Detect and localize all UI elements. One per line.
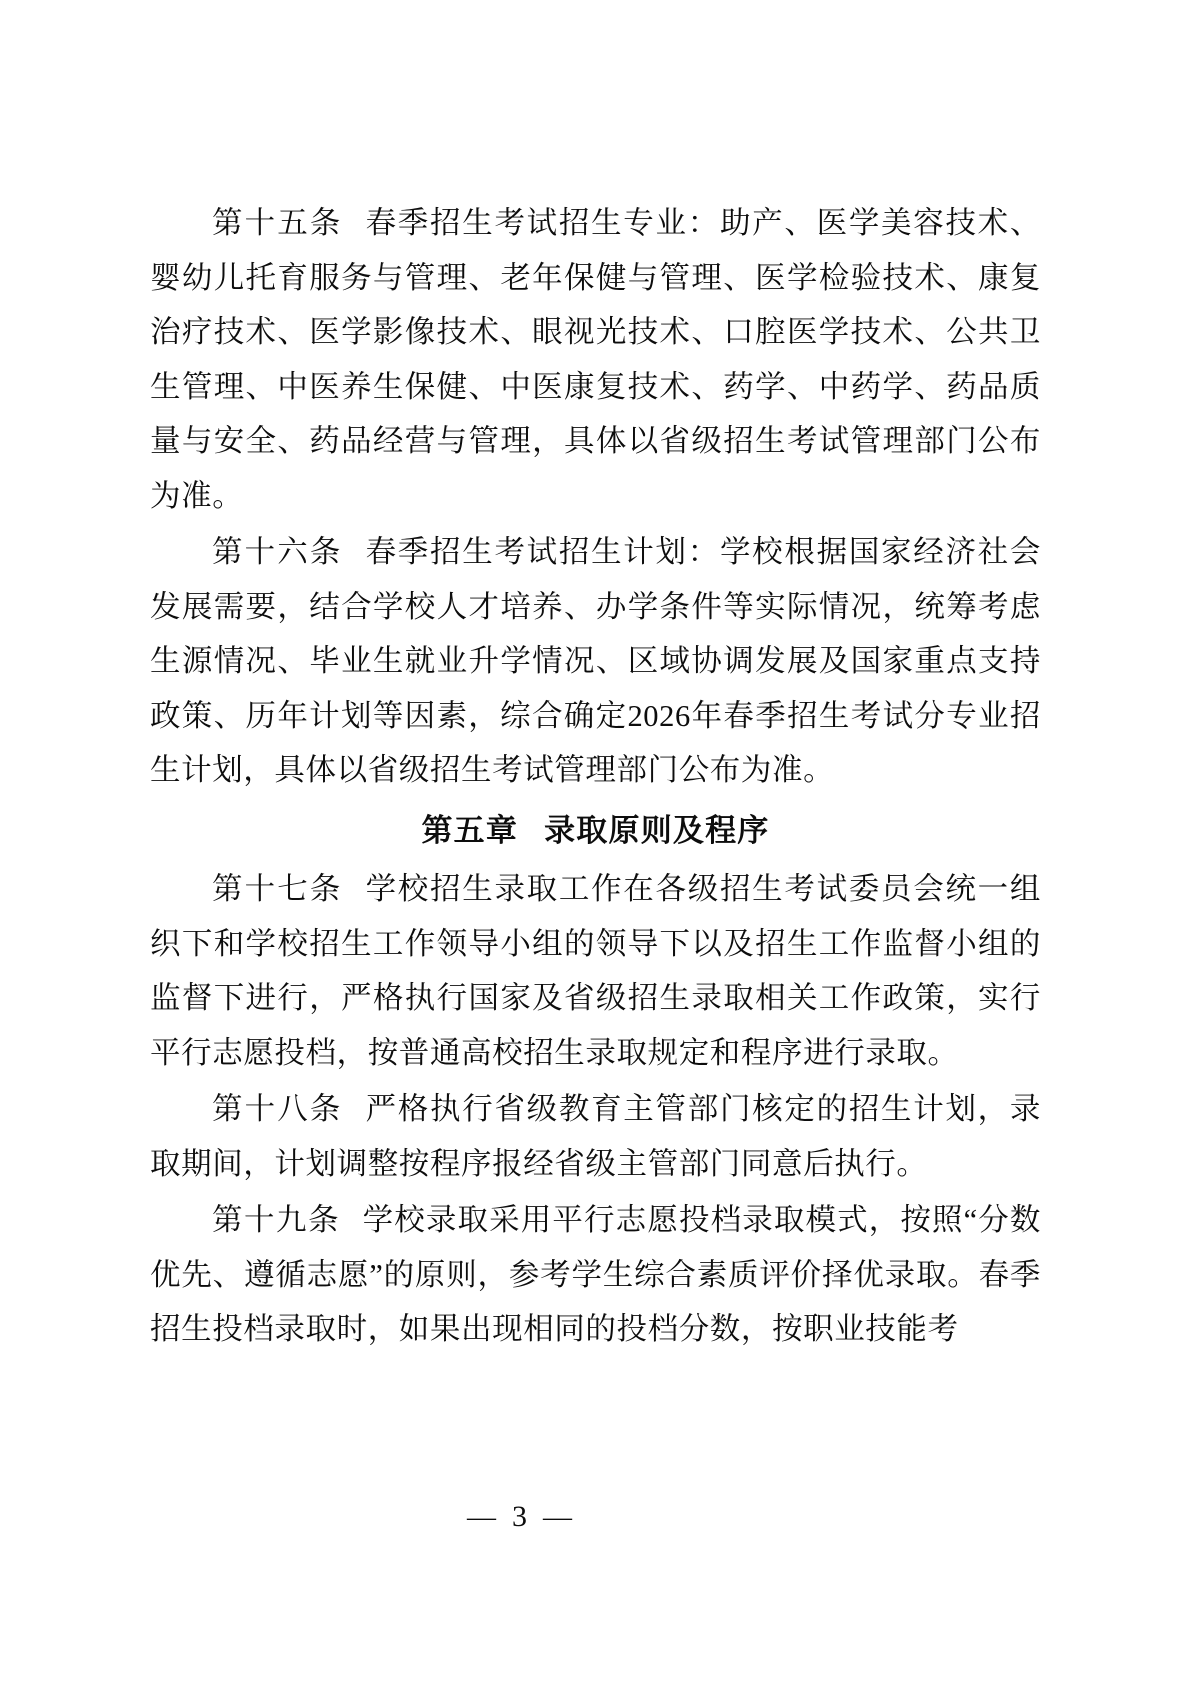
paragraph-article-17 — [150, 862, 1041, 1080]
page-number: 3 — [512, 1500, 529, 1533]
article-text-19: 学校录取采用平行志愿投档录取模式，按照“分数优先、遵循志愿”的原则，参考学生综合素质评价择优录取。春季招生投档录取时，如果出现相同的投档分数，按职业技能考 — [150, 1203, 1041, 1346]
page-footer — [0, 1500, 1191, 1534]
article-text-16: 春季招生考试招生计划：学校根据国家经济社会发展需要，结合学校人才培养、办学条件等实际情况，统筹考虑生源情况、毕业生就业升学情况、区域协调发展及国家重点支持政策、历年计划等因素，综合确定2026年春季招生考试分专业招生计划，具体以省级招生考试管理部门公布为准。 — [150, 535, 1041, 787]
footer-dash-left: — — [467, 1501, 498, 1533]
article-label-15: 第十五条 — [212, 206, 343, 240]
paragraph-article-16 — [150, 525, 1041, 798]
article-label-18: 第十八条 — [212, 1092, 343, 1126]
footer-dash-right: — — [543, 1501, 574, 1533]
chapter-title-text: 录取原则及程序 — [544, 812, 770, 849]
paragraph-article-18 — [150, 1082, 1041, 1191]
paragraph-article-19 — [150, 1193, 1041, 1357]
chapter-heading — [150, 804, 1041, 859]
article-label-17: 第十七条 — [212, 872, 343, 906]
article-label-16: 第十六条 — [212, 535, 343, 569]
article-text-18: 严格执行省级教育主管部门核定的招生计划，录取期间，计划调整按程序报经省级主管部门同意后执行。 — [150, 1092, 1041, 1181]
paragraph-article-15 — [150, 196, 1041, 523]
article-label-19: 第十九条 — [212, 1203, 341, 1237]
article-text-15: 春季招生考试招生专业：助产、医学美容技术、婴幼儿托育服务与管理、老年保健与管理、医学检验技术、康复治疗技术、医学影像技术、眼视光技术、口腔医学技术、公共卫生管理、中医养生保健、中医康复技术、药学、中药学、药品质量与安全、药品经营与管理，具体以省级招生考试管理部门公布为准。 — [150, 206, 1041, 513]
article-text-17: 学校招生录取工作在各级招生考试委员会统一组织下和学校招生工作领导小组的领导下以及招生工作监督小组的监督下进行，严格执行国家及省级招生录取相关工作政策，实行平行志愿投档，按普通高校招生录取规定和程序进行录取。 — [150, 872, 1041, 1070]
chapter-label: 第五章 — [421, 812, 519, 849]
